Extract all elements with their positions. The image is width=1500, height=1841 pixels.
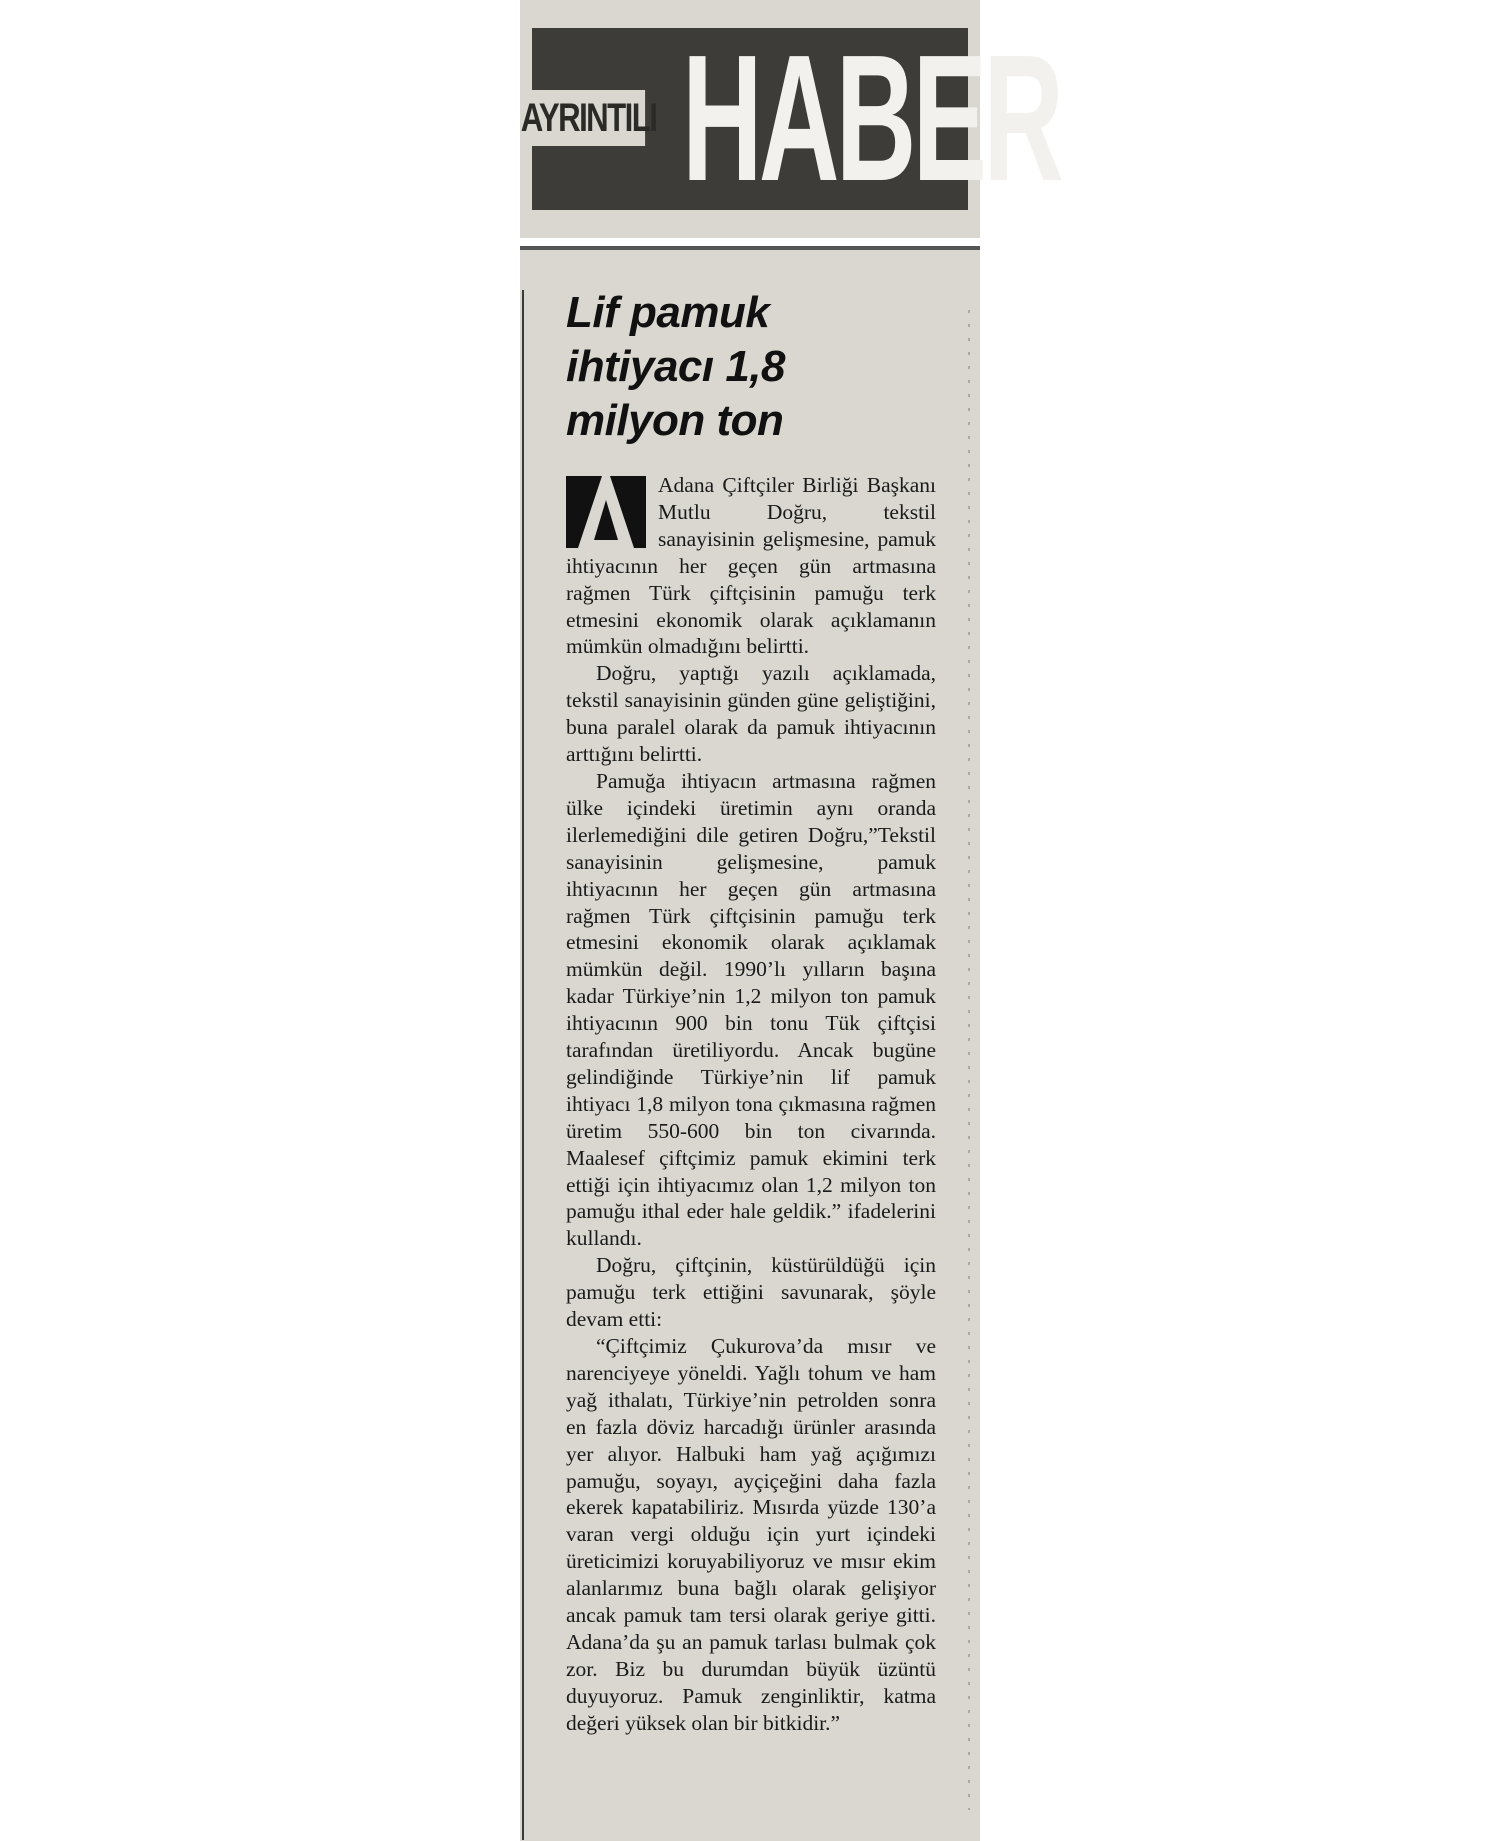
masthead-kicker: AYRINTILI	[532, 90, 645, 146]
column-rule	[522, 290, 524, 1840]
article-paragraph: Doğru, çiftçinin, küstürüldüğü için pamuğu terk ettiğini savunarak, şöyle devam etti:	[566, 1253, 936, 1332]
article-headline	[566, 286, 946, 448]
article-body	[566, 472, 936, 1737]
masthead-title: HABER	[682, 18, 1061, 219]
article-clipping	[520, 246, 980, 1841]
masthead-clipping	[520, 0, 1061, 238]
article-paragraph: “Çiftçimiz Çukurova’da mısır ve narenciyeye yöneldi. Yağlı tohum ve ham yağ ithalatı, Türkiye’nin petrolden sonra en fazla döviz harcadığı ürünler arasında yer alıyor. Halbuki ham yağ açığımızı pamuğu, soyayı, ayçiçeğini daha fazla ekerek kapatabiliriz. Mısırda yüzde 130’a varan vergi olduğu için yurt içindeki üreticimizi koruyabiliyoruz ve mısır ekim alanlarımız buna bağlı olarak gelişiyor ancak pamuk tam tersi olarak geriye gitti. Adana’da şu an pamuk tarlası bulmak çok zor. Biz bu durumdan büyük üzüntü duyuyoruz. Pamuk zenginliktir, katma değeri yüksek olan bir bitkidir.”	[566, 1334, 936, 1735]
headline-line-1: Lif pamuk	[566, 288, 770, 337]
article-paragraph: Doğru, yaptığı yazılı açıklamada, tekstil sanayisinin günden güne geliştiğini, buna paralel olarak da pamuk ihtiyacının arttığını belirtti.	[566, 661, 936, 767]
headline-line-2: ihtiyacı 1,8	[566, 342, 786, 391]
article-paragraph: Pamuğa ihtiyacın artmasına rağmen ülke içindeki üretimin aynı oranda ilerlemediğini dile getiren Doğru,”Tekstil sanayisinin gelişmesine, pamuk ihtiyacının her geçen gün artmasına rağmen Türk çiftçisinin pamuğu terk etmesini ekonomik olarak açıklamak mümkün değil. 1990’lı yılların başına kadar Türkiye’nin 1,2 milyon ton pamuk ihtiyacının 900 bin tonu Tük çiftçisi tarafından üretiliyordu. Ancak bugüne gelindiğinde Türkiye’nin lif pamuk ihtiyacı 1,8 milyon tona çıkmasına rağmen üretim 550-600 bin ton civarında. Maalesef çiftçimiz pamuk ekimini terk ettiği için ihtiyacımız olan 1,2 milyon ton pamuğu ithal eder hale geldik.” ifadelerini kullandı.	[566, 768, 936, 1251]
headline-line-3: milyon ton	[566, 396, 784, 445]
article-paragraph: Adana Çiftçiler Birliği Başkanı Mutlu Doğru, tekstil sanayisinin gelişmesine, pamuk ihtiyacının her geçen gün artmasına rağmen Türk çiftçisinin pamuğu terk etmesini ekonomik olarak açıklamanın mümkün olmadığını belirtti.	[566, 473, 936, 659]
masthead-banner	[520, 18, 1061, 219]
column-edge	[968, 310, 970, 1810]
